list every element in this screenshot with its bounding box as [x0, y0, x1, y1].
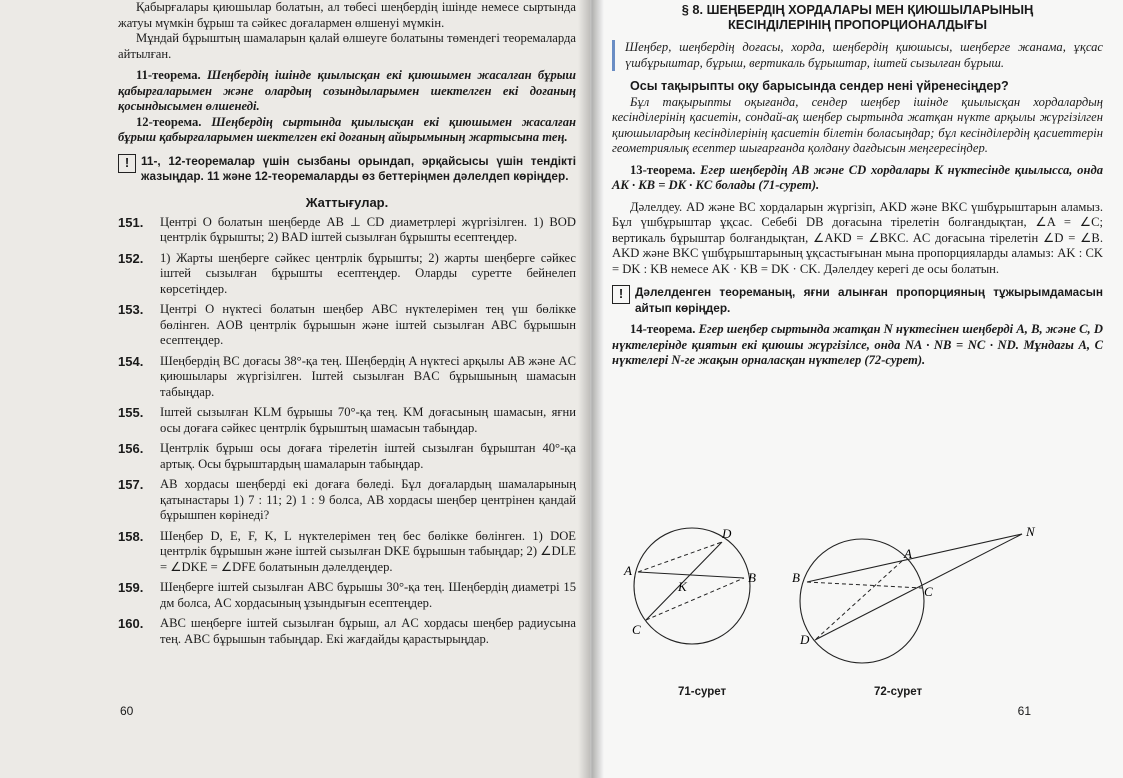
exercise-number: 156. — [118, 441, 144, 456]
secant-nab — [807, 534, 1022, 582]
secant-ncd — [815, 534, 1022, 640]
exercises-title: Жаттығулар. — [305, 194, 389, 210]
top-paragraph-2: Мұндай бұрыштың шамаларын қалай өлшеуге болатыны төмендегі теоремаларда айтылған. — [118, 31, 576, 61]
right-page — [590, 0, 1123, 778]
exercise-number: 159. — [118, 580, 144, 595]
exercise-text: Шеңбер D, E, F, K, L нүктелерімен тең бес бөлікке бөлінген. 1) DOE центрлік бұрышын және іштей сызылған DKE бұрышын табыңдар; 2) ∠DLE = ∠DKE = ∠DFE болатынын дәлелдеңдер. — [160, 528, 576, 574]
exercise-text: Шеңберге іштей сызылған ABC бұрышы 30°-қа тең. Шеңбердің диаметрі 15 дм болса, AC хордасының ұзындығын есептеңдер. — [160, 580, 576, 610]
top-paragraph: Қабырғалары қиюшылар болатын, ал төбесі шеңбердің ішінде немесе сыртында жатуы мүмкін бұрыш та сәйкес доғалармен өлшенуі мүмкін. — [118, 0, 576, 30]
exclamation-icon: ! — [118, 154, 136, 173]
label-d-72: D — [800, 632, 810, 647]
intro-text: Шеңбер, шеңбердің доғасы, хорда, шеңбердің қиюшысы, шеңберге жанама, ұқсас үшбұрыштар, бұрыш, вертикаль бұрыштар, іштей сызылған бұрыш. — [625, 40, 1103, 70]
theorem-13-text: Егер шеңбердің AB және CD хордалары K нүктесінде қиылысса, онда AK · KB = DK · KC болады (71-сурет). — [612, 162, 1103, 192]
theorem-12 — [118, 115, 576, 146]
exercise-number: 157. — [118, 477, 144, 492]
chord-ab — [638, 572, 744, 578]
segment-ad — [815, 561, 902, 640]
exercise-item — [118, 251, 576, 298]
label-a-71: A — [624, 563, 632, 578]
exercise-text: Центрі O нүктесі болатын шеңбер ABC нүктелерімен тең үш бөлікке бөлінген. AOB центрлік бұрышын және іштей сызылған ABC бұрышын есептеңдер. — [160, 302, 576, 347]
exercise-item — [118, 529, 576, 576]
theorem-12-text: Шеңбердің сыртында қиылысқан екі қиюшымен жасалған бұрыш қабырғаларымен шектелген екі доғаның айырымының жартысына тең. — [118, 114, 576, 144]
proof-text: Дәлелдеу. AD және BC хордаларын жүргізіп, AKD және BKC үшбұрыштарын аламыз. Бұл үшбұрыштар ұқсас. Себебі DB доғасына тірелетін болғандықтан, ∠A = ∠C; вертикаль бұрыштар болғандықтан, ∠AKD = ∠BKC. AC доғасына тірелетін ∠D = ∠B. AKD және BKC үшбұрыштарының ұқсастығынан мына пропорцияларды аламыз: AK : CK = DK : KB немесе AK · KB = DK · CK. Дәлелдеу керегі де осы болатын. — [612, 199, 1103, 276]
theorem-11 — [118, 68, 576, 115]
label-d-71: D — [722, 526, 732, 541]
label-n-72: N — [1026, 524, 1035, 539]
note-box — [118, 154, 576, 185]
segment-bc — [807, 582, 922, 588]
theorem-14-label: 14-теорема. — [630, 322, 696, 336]
figure-71-caption: 71-сурет — [678, 686, 727, 698]
figure-71 — [623, 526, 756, 644]
book-gutter — [578, 0, 604, 778]
label-a-72: A — [904, 546, 912, 561]
theorem-14-text: Егер шеңбер сыртында жатқан N нүктесінен шеңберді A, B, және C, D нүктелерінде қиятын екі қиюшы жүргізілсе, онда NA · NB = NC · ND. Мұндағы A, C нүктелері N-ге жақын орналасқан нүктелер (72-сурет). — [612, 322, 1103, 367]
exercise-number: 151. — [118, 214, 144, 230]
exercise-item — [118, 215, 576, 246]
exercise-item — [118, 441, 576, 472]
exercise-text: Шеңбердің BC доғасы 38°-қа тең. Шеңбердің A нүктесі арқылы AB және AC қиюшылары жүргізілген. Іштей сызылған BAC бұрышының шамасын табыңдар. — [160, 353, 576, 399]
exercise-item — [118, 302, 576, 349]
exercise-text: Центрі O болатын шеңберде AB ⊥ CD диаметрлері жүргізілген. 1) BOD центрлік бұрышты; 2) BAD іштей сызылған бұрышты есептеңдер. — [160, 214, 576, 244]
exercise-text: 1) Жарты шеңберге сәйкес центрлік бұрышты; 2) жарты шеңберге сәйкес іштей сызылған бұрышты есептеңдер. Оларды суретте бейнелеп көрсетіңдер. — [160, 250, 576, 296]
exclamation-icon: ! — [612, 285, 630, 304]
page-number-left: 60 — [120, 704, 134, 718]
figure-72-caption: 72-сурет — [874, 686, 923, 698]
label-k-71: K — [678, 579, 687, 594]
exercise-text: Центрлік бұрыш осы доғаға тірелетін іштей сызылған бұрыштан 40°-қа артық. Осы бұрыштардың шамаларын табыңдар. — [160, 441, 576, 471]
note-text: Дәлелденген теореманың, яғни алынған пропорцияның тұжырымдамасын айтып көріңдер. — [635, 285, 1103, 315]
figure-72 — [792, 524, 1036, 663]
circle-71 — [634, 528, 750, 644]
theorem-13 — [612, 163, 1103, 194]
question-heading: Осы тақырыпты оқу барысында сендер нені үйренесіңдер? — [630, 79, 1009, 93]
label-b-72: B — [792, 570, 800, 585]
theorem-14 — [612, 322, 1103, 369]
label-c-72: C — [924, 584, 933, 599]
label-b-71: B — [748, 570, 756, 585]
exercise-item — [118, 405, 576, 436]
chord-ad — [638, 542, 722, 572]
note-text: 11-, 12-теоремалар үшін сызбаны орындап, әрқайсысы үшін тендікті жазыңдар. 11 және 12-теоремаларды өз беттеріңмен дәлелдеп көріңдер. — [141, 153, 576, 183]
exercise-text: ABC шеңберге іштей сызылған бұрыш, ал AC хордасы шеңбер радиусына тең. ABC бұрышын табыңдар. Екі жағдайды қарастырыңдар. — [160, 616, 576, 646]
intro-box — [612, 40, 1103, 71]
exercise-number: 153. — [118, 302, 144, 317]
exercise-number: 160. — [118, 616, 144, 631]
page-number-right: 61 — [1017, 704, 1031, 718]
exercise-number: 154. — [118, 353, 144, 369]
section-title-line-2: КЕСІНДІЛЕРІНІҢ ПРОПОРЦИОНАЛДЫҒЫ — [727, 17, 987, 32]
theorem-12-label: 12-теорема. — [136, 114, 202, 129]
section-title-line-1: § 8. ШЕҢБЕРДІҢ ХОРДАЛАРЫ МЕН ҚИЮШЫЛАРЫНЫҢ — [681, 2, 1034, 17]
question-answer: Бұл тақырыпты оқығанда, сендер шеңбер ішінде қиылысқан хордалардың кесінділерінің қасиетін, сондай-ақ шеңбер сыртында жатқан нүкте арқылы жүргізілген қиюшылардың кесінділерінің қасиетін білетін боласыңдар; бұл кесінділердің қасиеттерін геометриялық есептер шығарғанда қолдану дағдысын меңгересіңдер. — [612, 94, 1103, 155]
exercise-item — [118, 477, 576, 524]
label-c-71: C — [632, 622, 641, 637]
section-title — [612, 2, 1103, 32]
theorem-11-text: Шеңбердің ішінде қиылысқан екі қиюшымен жасалған бұрыш қабырғаларымен және олардың созындыларымен шектелген екі доғаның қосындысымен өлшенеді. — [118, 68, 577, 113]
exercise-text: AB хордасы шеңберді екі доғаға бөледі. Бұл доғалардың шамаларының қатынастары 1) 7 : 11; 2) 1 : 9 болса, AB хордасы шеңбер центрінен қандай бұрышпен көрінеді? — [160, 477, 576, 522]
figures-area — [612, 516, 1103, 706]
exercise-item — [118, 580, 576, 611]
chord-bc — [646, 578, 744, 620]
figures-svg — [612, 516, 1103, 706]
exercise-item — [118, 616, 576, 647]
theorem-13-label: 13-теорема. — [630, 162, 696, 177]
exercise-number: 155. — [118, 405, 144, 420]
exercise-number: 158. — [118, 528, 144, 544]
exercise-number: 152. — [118, 250, 144, 266]
exercise-item — [118, 354, 576, 401]
theorem-11-label: 11-теорема. — [136, 68, 201, 82]
exercise-text: Іштей сызылған KLM бұрышы 70°-қа тең. KM доғасының шамасын, яғни осы доғаға сәйкес центрлік бұрыштың шамасын табыңдар. — [160, 405, 576, 435]
note-box — [612, 285, 1103, 316]
